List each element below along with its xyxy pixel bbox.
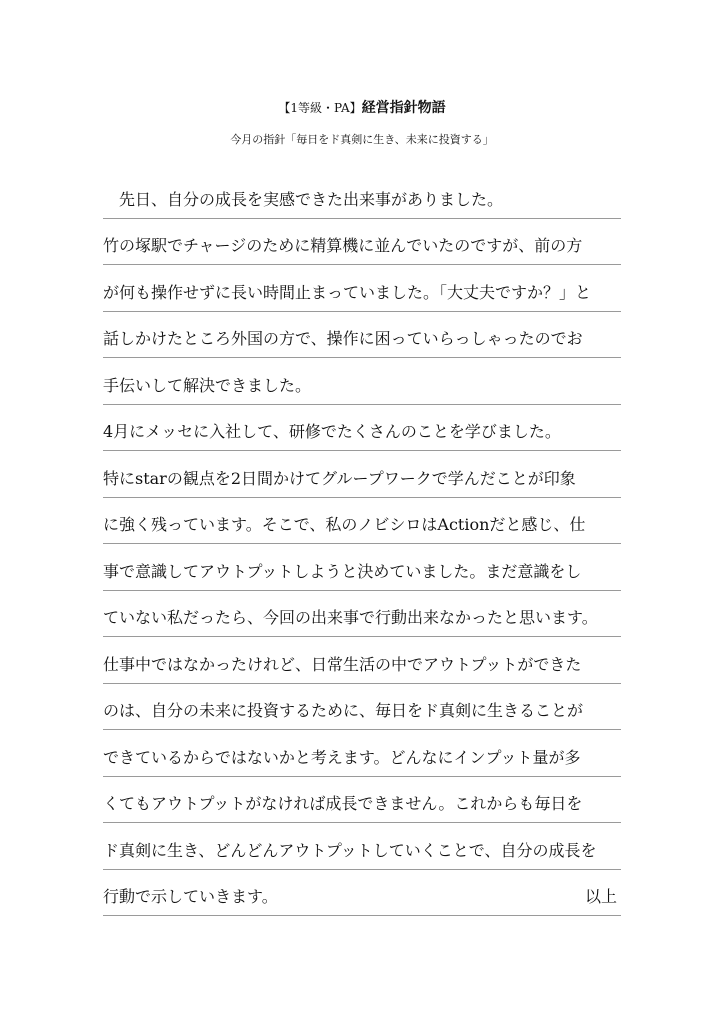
line-text: できているからではないかと考えます。どんなにインプット量が多 (103, 747, 581, 767)
text-line-9 (103, 544, 621, 591)
text-line-11 (103, 637, 621, 684)
ruled-text-body (103, 172, 621, 916)
line-text: 先日、自分の成長を実感できた出来事がありました。 (103, 189, 504, 209)
line-text: ド真剣に生き、どんどんアウトプットしていくことで、自分の成長を (103, 840, 597, 860)
line-text: ていない私だったら、今回の出来事で行動出来なかったと思います。 (103, 608, 598, 627)
closing-remark: 以上 (584, 887, 617, 906)
text-line-5 (103, 358, 621, 405)
text-line-8 (103, 498, 621, 545)
line-text: 話しかけたところ外国の方で、操作に困っていらっしゃったのでお (103, 329, 583, 348)
line-text: 仕事中ではなかったけれど、日常生活の中でアウトプットができた (103, 654, 582, 674)
line-text: が何も操作せずに長い時間止まっていました。「大丈夫ですか？」と (103, 282, 592, 302)
line-text: くてもアウトプットがなければ成長できません。これからも毎日を (103, 794, 583, 813)
text-line-13 (103, 730, 621, 777)
line-text: 事で意識してアウトプットしようと決めていました。まだ意識をし (103, 561, 582, 581)
text-line-16 (103, 870, 621, 917)
line-text: 行動で示していきます。 (103, 887, 278, 906)
text-line-12 (103, 684, 621, 731)
text-line-4 (103, 312, 621, 359)
text-line-3 (103, 265, 621, 312)
text-line-6 (103, 405, 621, 452)
text-line-7 (103, 451, 621, 498)
text-line-1 (103, 172, 621, 219)
line-text: 竹の塚駅でチャージのために精算機に並んでいたのですが、前の方 (103, 236, 583, 255)
title-text: 経営指針物語 (361, 100, 446, 116)
line-text: 4月にメッセに入社して、研修でたくさんのことを学びました。 (103, 422, 561, 441)
line-text: 特にstarの観点を2日間かけてグループワークで学んだことが印象 (103, 468, 576, 488)
text-line-2 (103, 219, 621, 266)
text-line-15 (103, 823, 621, 870)
document-title (0, 98, 724, 118)
text-line-14 (103, 777, 621, 824)
line-text: のは、自分の未来に投資するために、毎日をド真剣に生きることが (103, 701, 584, 720)
monthly-guideline: 今月の指針「毎日をド真剣に生き、未来に投資する」 (230, 133, 494, 146)
line-text: 手伝いして解決できました。 (103, 375, 312, 395)
grade-label: 【1等級・PA】 (278, 101, 362, 115)
line-text: に強く残っています。そこで、私のノビシロはActionだと感じ、仕 (103, 515, 586, 534)
text-line-10 (103, 591, 621, 638)
